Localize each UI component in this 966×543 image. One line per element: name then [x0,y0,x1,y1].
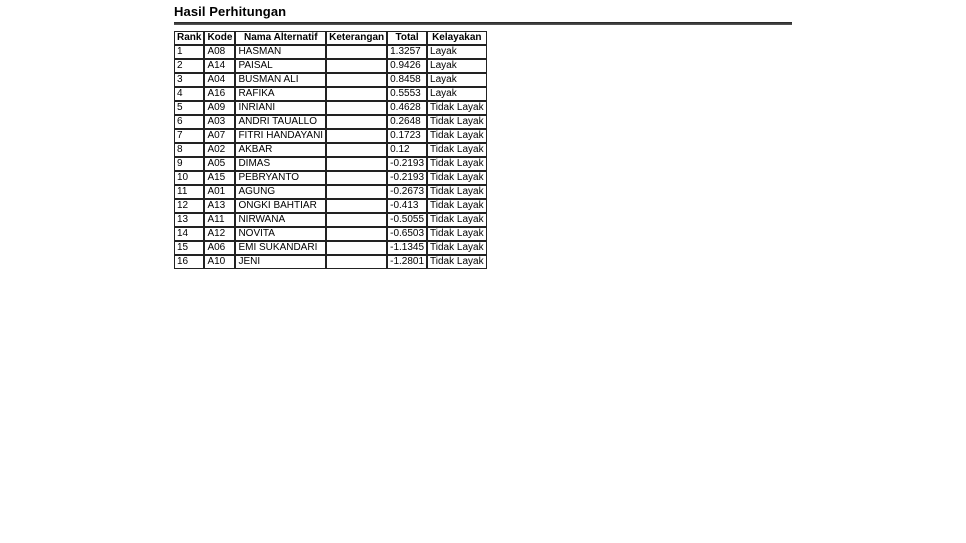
cell-total: -0.6503 [387,227,427,241]
table-row [174,101,487,115]
cell-kelayakan: Layak [427,45,487,59]
cell-kelayakan: Tidak Layak [427,241,487,255]
cell-rank: 14 [174,227,204,241]
cell-kode: A02 [204,143,235,157]
cell-total: 0.9426 [387,59,427,73]
cell-keterangan [326,73,387,87]
results-table-body [174,45,487,269]
cell-total: -1.2801 [387,255,427,269]
cell-keterangan [326,143,387,157]
cell-rank: 16 [174,255,204,269]
cell-kelayakan: Tidak Layak [427,213,487,227]
cell-nama-alternatif: ANDRI TAUALLO [235,115,326,129]
table-row [174,87,487,101]
cell-kode: A05 [204,157,235,171]
cell-rank: 8 [174,143,204,157]
cell-keterangan [326,45,387,59]
cell-total: -0.413 [387,199,427,213]
results-table-head [174,31,487,45]
cell-kelayakan: Tidak Layak [427,115,487,129]
cell-keterangan [326,227,387,241]
cell-keterangan [326,87,387,101]
cell-kelayakan: Layak [427,59,487,73]
cell-total: 1.3257 [387,45,427,59]
cell-rank: 10 [174,171,204,185]
cell-kode: A14 [204,59,235,73]
cell-rank: 11 [174,185,204,199]
cell-keterangan [326,185,387,199]
cell-kode: A11 [204,213,235,227]
cell-total: -0.2193 [387,171,427,185]
cell-nama-alternatif: EMI SUKANDARI [235,241,326,255]
cell-kelayakan: Tidak Layak [427,227,487,241]
cell-keterangan [326,213,387,227]
cell-nama-alternatif: JENI [235,255,326,269]
cell-rank: 12 [174,199,204,213]
table-row [174,255,487,269]
cell-kelayakan: Tidak Layak [427,143,487,157]
header-kode: Kode [204,31,235,45]
cell-rank: 2 [174,59,204,73]
cell-keterangan [326,171,387,185]
cell-keterangan [326,129,387,143]
report-page [174,0,792,269]
header-total: Total [387,31,427,45]
cell-nama-alternatif: ONGKI BAHTIAR [235,199,326,213]
table-row [174,185,487,199]
cell-rank: 4 [174,87,204,101]
table-row [174,241,487,255]
cell-total: 0.1723 [387,129,427,143]
cell-kode: A06 [204,241,235,255]
table-row [174,171,487,185]
cell-nama-alternatif: INRIANI [235,101,326,115]
header-kelayakan: Kelayakan [427,31,487,45]
cell-kode: A12 [204,227,235,241]
cell-total: 0.12 [387,143,427,157]
cell-keterangan [326,59,387,73]
cell-kelayakan: Tidak Layak [427,101,487,115]
cell-keterangan [326,199,387,213]
header-nama-alternatif: Nama Alternatif [235,31,326,45]
cell-rank: 6 [174,115,204,129]
cell-rank: 5 [174,101,204,115]
table-row [174,227,487,241]
cell-kode: A07 [204,129,235,143]
cell-kode: A13 [204,199,235,213]
cell-kelayakan: Layak [427,73,487,87]
cell-keterangan [326,241,387,255]
cell-kelayakan: Tidak Layak [427,171,487,185]
cell-keterangan [326,101,387,115]
cell-nama-alternatif: AGUNG [235,185,326,199]
cell-total: -0.5055 [387,213,427,227]
cell-nama-alternatif: DIMAS [235,157,326,171]
table-row [174,45,487,59]
cell-kode: A01 [204,185,235,199]
cell-kode: A03 [204,115,235,129]
cell-kode: A16 [204,87,235,101]
cell-total: 0.8458 [387,73,427,87]
table-row [174,199,487,213]
cell-total: 0.2648 [387,115,427,129]
cell-kelayakan: Tidak Layak [427,185,487,199]
cell-nama-alternatif: PAISAL [235,59,326,73]
cell-total: 0.5553 [387,87,427,101]
table-row [174,157,487,171]
cell-keterangan [326,115,387,129]
cell-nama-alternatif: BUSMAN ALI [235,73,326,87]
cell-rank: 13 [174,213,204,227]
cell-kelayakan: Tidak Layak [427,199,487,213]
cell-total: -1.1345 [387,241,427,255]
cell-total: -0.2673 [387,185,427,199]
page-title: Hasil Perhitungan [174,4,287,19]
cell-nama-alternatif: FITRI HANDAYANI [235,129,326,143]
cell-keterangan [326,157,387,171]
cell-kelayakan: Layak [427,87,487,101]
cell-nama-alternatif: HASMAN [235,45,326,59]
cell-rank: 1 [174,45,204,59]
table-row [174,115,487,129]
header-keterangan: Keterangan [326,31,387,45]
cell-kode: A10 [204,255,235,269]
cell-rank: 3 [174,73,204,87]
cell-total: 0.4628 [387,101,427,115]
table-row [174,59,487,73]
header-row [174,31,487,45]
table-row [174,213,487,227]
cell-rank: 15 [174,241,204,255]
results-table [174,31,487,269]
cell-rank: 7 [174,129,204,143]
cell-nama-alternatif: NIRWANA [235,213,326,227]
cell-total: -0.2193 [387,157,427,171]
cell-kode: A15 [204,171,235,185]
cell-nama-alternatif: AKBAR [235,143,326,157]
table-row [174,143,487,157]
cell-rank: 9 [174,157,204,171]
cell-kelayakan: Tidak Layak [427,255,487,269]
cell-nama-alternatif: PEBRYANTO [235,171,326,185]
table-row [174,129,487,143]
cell-kode: A08 [204,45,235,59]
title-divider [174,22,792,25]
cell-nama-alternatif: NOVITA [235,227,326,241]
cell-kode: A04 [204,73,235,87]
cell-nama-alternatif: RAFIKA [235,87,326,101]
cell-kode: A09 [204,101,235,115]
cell-kelayakan: Tidak Layak [427,157,487,171]
cell-keterangan [326,255,387,269]
header-rank: Rank [174,31,204,45]
table-row [174,73,487,87]
cell-kelayakan: Tidak Layak [427,129,487,143]
